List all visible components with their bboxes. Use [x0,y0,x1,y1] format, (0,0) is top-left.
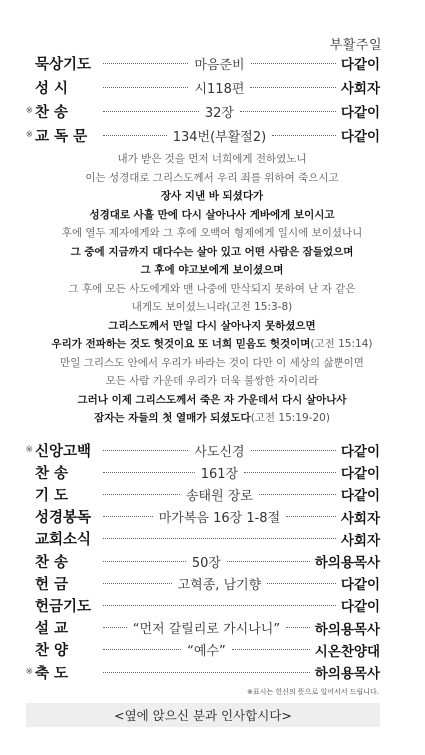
leader-line [100,78,339,97]
dot-leader [232,649,310,650]
order-leader: 하의용목사 [314,555,380,571]
dot-leader [103,472,195,473]
leader-line [100,463,339,482]
order-leader: 사회자 [340,532,380,549]
dot-leader [103,516,153,517]
order-row [22,77,380,97]
order-item: 설 교 [35,621,69,638]
order-row [22,573,380,593]
leader-line [100,538,339,539]
order-item: 성 시 [35,80,69,97]
scripture-reference: (고전 15:19-20) [250,412,330,424]
scripture-line [22,391,402,410]
order-content: 시118편 [194,81,245,97]
order-item: 찬 송 [35,465,69,482]
scripture-line [22,243,402,262]
scripture-text: 그리스도께서 만일 다시 살아나지 못하셨으면 [108,319,316,332]
order-leader: 하의용목사 [314,621,380,638]
scripture-reference: (고전 15:14) [310,338,373,350]
leader-line [100,102,339,121]
leader-line [100,54,339,73]
order-content: 마가복음 16장 1-8절 [158,511,281,527]
order-leader: 다같이 [340,444,380,460]
scripture-line [22,187,402,206]
scripture-text: 그 후에 모든 사도에게와 맨 나중에 만삭되지 못하여 난 자 같은 [68,282,356,295]
order-row [22,640,380,660]
order-item: 기 도 [35,487,69,504]
order-leader: 다같이 [340,129,380,145]
order-leader: 다같이 [340,577,380,594]
order-leader: 다같이 [340,488,380,505]
order-content: 161장 [200,466,239,482]
scripture-text: 성경대로 사흘 만에 다시 살아나사 게바에게 보이시고 [89,208,335,221]
order-row [22,529,380,549]
scripture-line [22,206,402,225]
order-row [22,440,380,460]
standing-mark: ※ [25,667,33,677]
scripture-text: 후에 열두 제자에게와 그 후에 오백여 형제에게 일시에 보이셨나니 [61,227,363,239]
dot-leader [103,672,310,673]
dot-leader [103,111,199,112]
leader-line [100,552,313,571]
order-leader: 사회자 [340,510,380,527]
dot-leader [103,583,172,584]
order-content: 32장 [204,105,234,121]
scripture-text: 내게도 보이셨느니라(고전 15:3-8) [131,301,293,313]
scripture-text: 그 후에 야고보에게 보이셨으며 [140,264,284,276]
dot-leader [103,649,181,650]
dot-leader [251,450,336,451]
scripture-line [22,261,402,280]
scripture-text: 장사 지낸 바 되셨다가 [160,190,264,202]
standing-mark: ※ [25,445,33,455]
order-leader: 사회자 [340,81,380,97]
order-row [22,507,380,527]
order-content: “먼저 갈릴리로 가시나니” [132,622,281,638]
scripture-line [22,280,402,299]
order-content: 송태원 장로 [185,488,253,504]
dot-leader [251,63,336,64]
order-row [22,618,380,638]
order-leader: 하의용목사 [314,666,380,682]
scripture-line [22,335,402,354]
scripture-text: 만일 그리스도 안에서 우리가 바라는 것이 다만 이 세상의 삶뿐이면 [60,356,364,369]
dot-leader [103,538,336,539]
standing-mark: ※ [25,130,33,140]
scripture-text: 그 중에 지금까지 대다수는 살아 있고 어떤 사람은 잠들었으며 [70,245,354,258]
dot-leader [259,494,336,495]
scripture-text: 잠자는 자들의 첫 열매가 되셨도다 [94,412,251,424]
order-row [22,101,380,121]
scripture-text: 그러나 이제 그리스도께서 죽은 자 가운데서 다시 살아나사 [77,393,347,406]
order-content: 134번(부활절2) [172,129,267,145]
leader-line [100,605,339,606]
scripture-line [22,169,402,188]
greeting-banner [26,703,380,727]
scripture-text: 모든 사람 가운데 우리가 더욱 불쌍한 자이리라 [105,375,319,387]
order-item: 헌금기도 [35,598,92,615]
order-item: 찬 송 [35,554,69,571]
order-leader: 다같이 [340,105,380,121]
dot-leader [286,627,310,628]
scripture-line [22,150,402,169]
order-leader: 다같이 [340,57,380,73]
dot-leader [103,450,188,451]
greeting-text: <옆에 앉으신 분과 인사합시다> [114,708,292,723]
order-row [22,125,380,145]
order-item: 찬 양 [35,643,69,660]
order-row [22,595,380,615]
standing-mark: ※ [25,106,33,116]
leader-line [100,126,339,145]
order-item: 성경봉독 [35,510,92,527]
order-content: 50장 [191,555,221,571]
scripture-text: 내가 받은 것을 먼저 너희에게 전하였노니 [117,153,307,165]
order-leader: 다같이 [340,466,380,483]
week-label: 부활주일 [329,38,382,53]
dot-leader [103,63,188,64]
order-item: 헌 금 [35,576,69,593]
dot-leader [103,494,180,495]
scripture-line [22,298,402,317]
dot-leader [103,627,127,628]
order-content: 마음준비 [194,57,245,73]
leader-line [100,574,339,593]
dot-leader [272,135,336,136]
scripture-line [22,354,402,373]
order-row [22,462,380,482]
scripture-line [22,372,402,391]
order-item: 교 독 문 [35,128,88,145]
order-leader: 시온찬양대 [314,643,380,660]
order-item: 묵상기도 [35,56,92,73]
leader-line [100,485,339,504]
order-item: 찬 송 [35,104,69,121]
dot-leader [286,516,336,517]
scripture-text: 이는 성경대로 그리스도께서 우리 죄를 위하여 죽으시고 [85,171,339,184]
dot-leader [267,583,336,584]
standing-note: ※표시는 헌신의 뜻으로 일어서서 드립니다. [247,688,379,696]
scripture-line [22,409,402,428]
dot-leader [244,472,336,473]
order-content: 고혁종, 남기향 [177,577,262,593]
order-row [22,662,380,682]
leader-line [100,618,313,637]
order-row [22,551,380,571]
dot-leader [103,135,167,136]
order-row [22,484,380,504]
order-content: 사도신경 [194,444,245,460]
dot-leader [103,605,336,606]
scripture-line [22,317,402,336]
leader-line [100,507,339,526]
leader-line [100,441,339,460]
order-item: 교회소식 [35,532,92,549]
order-item: 축 도 [35,665,69,682]
dot-leader [240,111,336,112]
scripture-text: 우리가 전파하는 것도 헛것이요 또 너희 믿음도 헛것이며 [51,338,311,350]
leader-line [100,672,313,673]
order-row [22,53,380,73]
dot-leader [250,87,335,88]
order-leader: 다같이 [340,599,380,616]
scripture-line [22,224,402,243]
scripture-reading [22,150,402,428]
dot-leader [227,561,310,562]
order-item: 신앙고백 [35,443,92,460]
dot-leader [103,561,186,562]
order-content: “예수” [187,644,226,660]
leader-line [100,640,313,659]
dot-leader [103,87,188,88]
